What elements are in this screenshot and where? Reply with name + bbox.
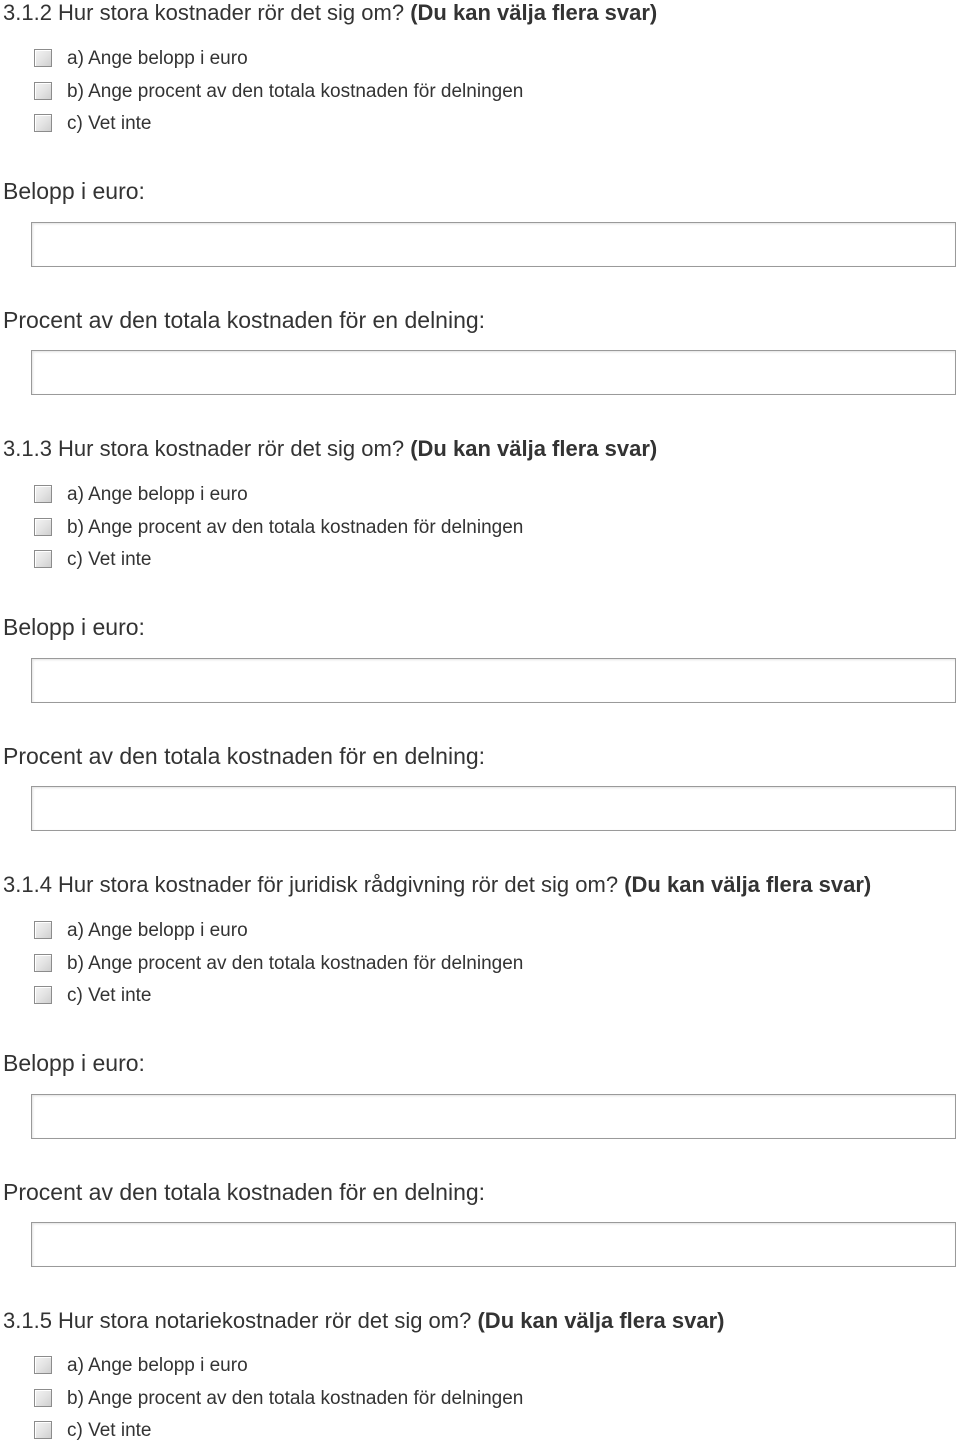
checkbox-icon[interactable] xyxy=(34,986,52,1004)
percent-label: Procent av den totala kostnaden för en delning: xyxy=(3,743,486,769)
checkbox-icon[interactable] xyxy=(34,1421,52,1439)
amount-label: Belopp i euro: xyxy=(3,1050,145,1076)
question-text: 3.1.5 Hur stora notariekostnader rör det sig om? xyxy=(3,1308,472,1333)
checkbox-icon[interactable] xyxy=(34,518,52,536)
percent-label: Procent av den totala kostnaden för en delning: xyxy=(3,1179,486,1205)
checkbox-icon[interactable] xyxy=(34,114,52,132)
amount-input[interactable] xyxy=(31,1094,956,1139)
checkbox-icon[interactable] xyxy=(34,550,52,568)
percent-input[interactable] xyxy=(31,786,956,831)
question-title xyxy=(3,0,657,26)
option-label: a) Ange belopp i euro xyxy=(67,48,248,69)
percent-input[interactable] xyxy=(31,350,956,395)
question-text: 3.1.4 Hur stora kostnader för juridisk rådgivning rör det sig om? xyxy=(3,872,619,897)
checkbox-icon[interactable] xyxy=(34,921,52,939)
option-label: c) Vet inte xyxy=(67,985,152,1006)
checkbox-icon[interactable] xyxy=(34,954,52,972)
question-title xyxy=(3,436,657,462)
option-label: b) Ange procent av den totala kostnaden för delningen xyxy=(67,1388,524,1409)
question-note: (Du kan välja flera svar) xyxy=(624,872,872,897)
option-label: c) Vet inte xyxy=(67,113,152,134)
percent-input[interactable] xyxy=(31,1222,956,1267)
question-title xyxy=(3,1308,725,1334)
checkbox-icon[interactable] xyxy=(34,82,52,100)
option-label: c) Vet inte xyxy=(67,549,152,570)
option-label: a) Ange belopp i euro xyxy=(67,1355,248,1376)
option-label: c) Vet inte xyxy=(67,1420,152,1441)
question-title xyxy=(3,872,871,898)
option-label: b) Ange procent av den totala kostnaden för delningen xyxy=(67,81,524,102)
question-text: 3.1.3 Hur stora kostnader rör det sig om? xyxy=(3,436,405,461)
question-note: (Du kan välja flera svar) xyxy=(410,0,658,25)
question-text: 3.1.2 Hur stora kostnader rör det sig om? xyxy=(3,0,405,25)
question-note: (Du kan välja flera svar) xyxy=(410,436,658,461)
amount-label: Belopp i euro: xyxy=(3,178,145,204)
amount-input[interactable] xyxy=(31,222,956,267)
option-label: a) Ange belopp i euro xyxy=(67,920,248,941)
checkbox-icon[interactable] xyxy=(34,485,52,503)
checkbox-icon[interactable] xyxy=(34,1356,52,1374)
amount-input[interactable] xyxy=(31,658,956,703)
checkbox-icon[interactable] xyxy=(34,1389,52,1407)
percent-label: Procent av den totala kostnaden för en delning: xyxy=(3,307,486,333)
option-label: b) Ange procent av den totala kostnaden för delningen xyxy=(67,953,524,974)
option-label: a) Ange belopp i euro xyxy=(67,484,248,505)
option-label: b) Ange procent av den totala kostnaden för delningen xyxy=(67,517,524,538)
amount-label: Belopp i euro: xyxy=(3,614,145,640)
checkbox-icon[interactable] xyxy=(34,49,52,67)
question-note: (Du kan välja flera svar) xyxy=(477,1308,725,1333)
